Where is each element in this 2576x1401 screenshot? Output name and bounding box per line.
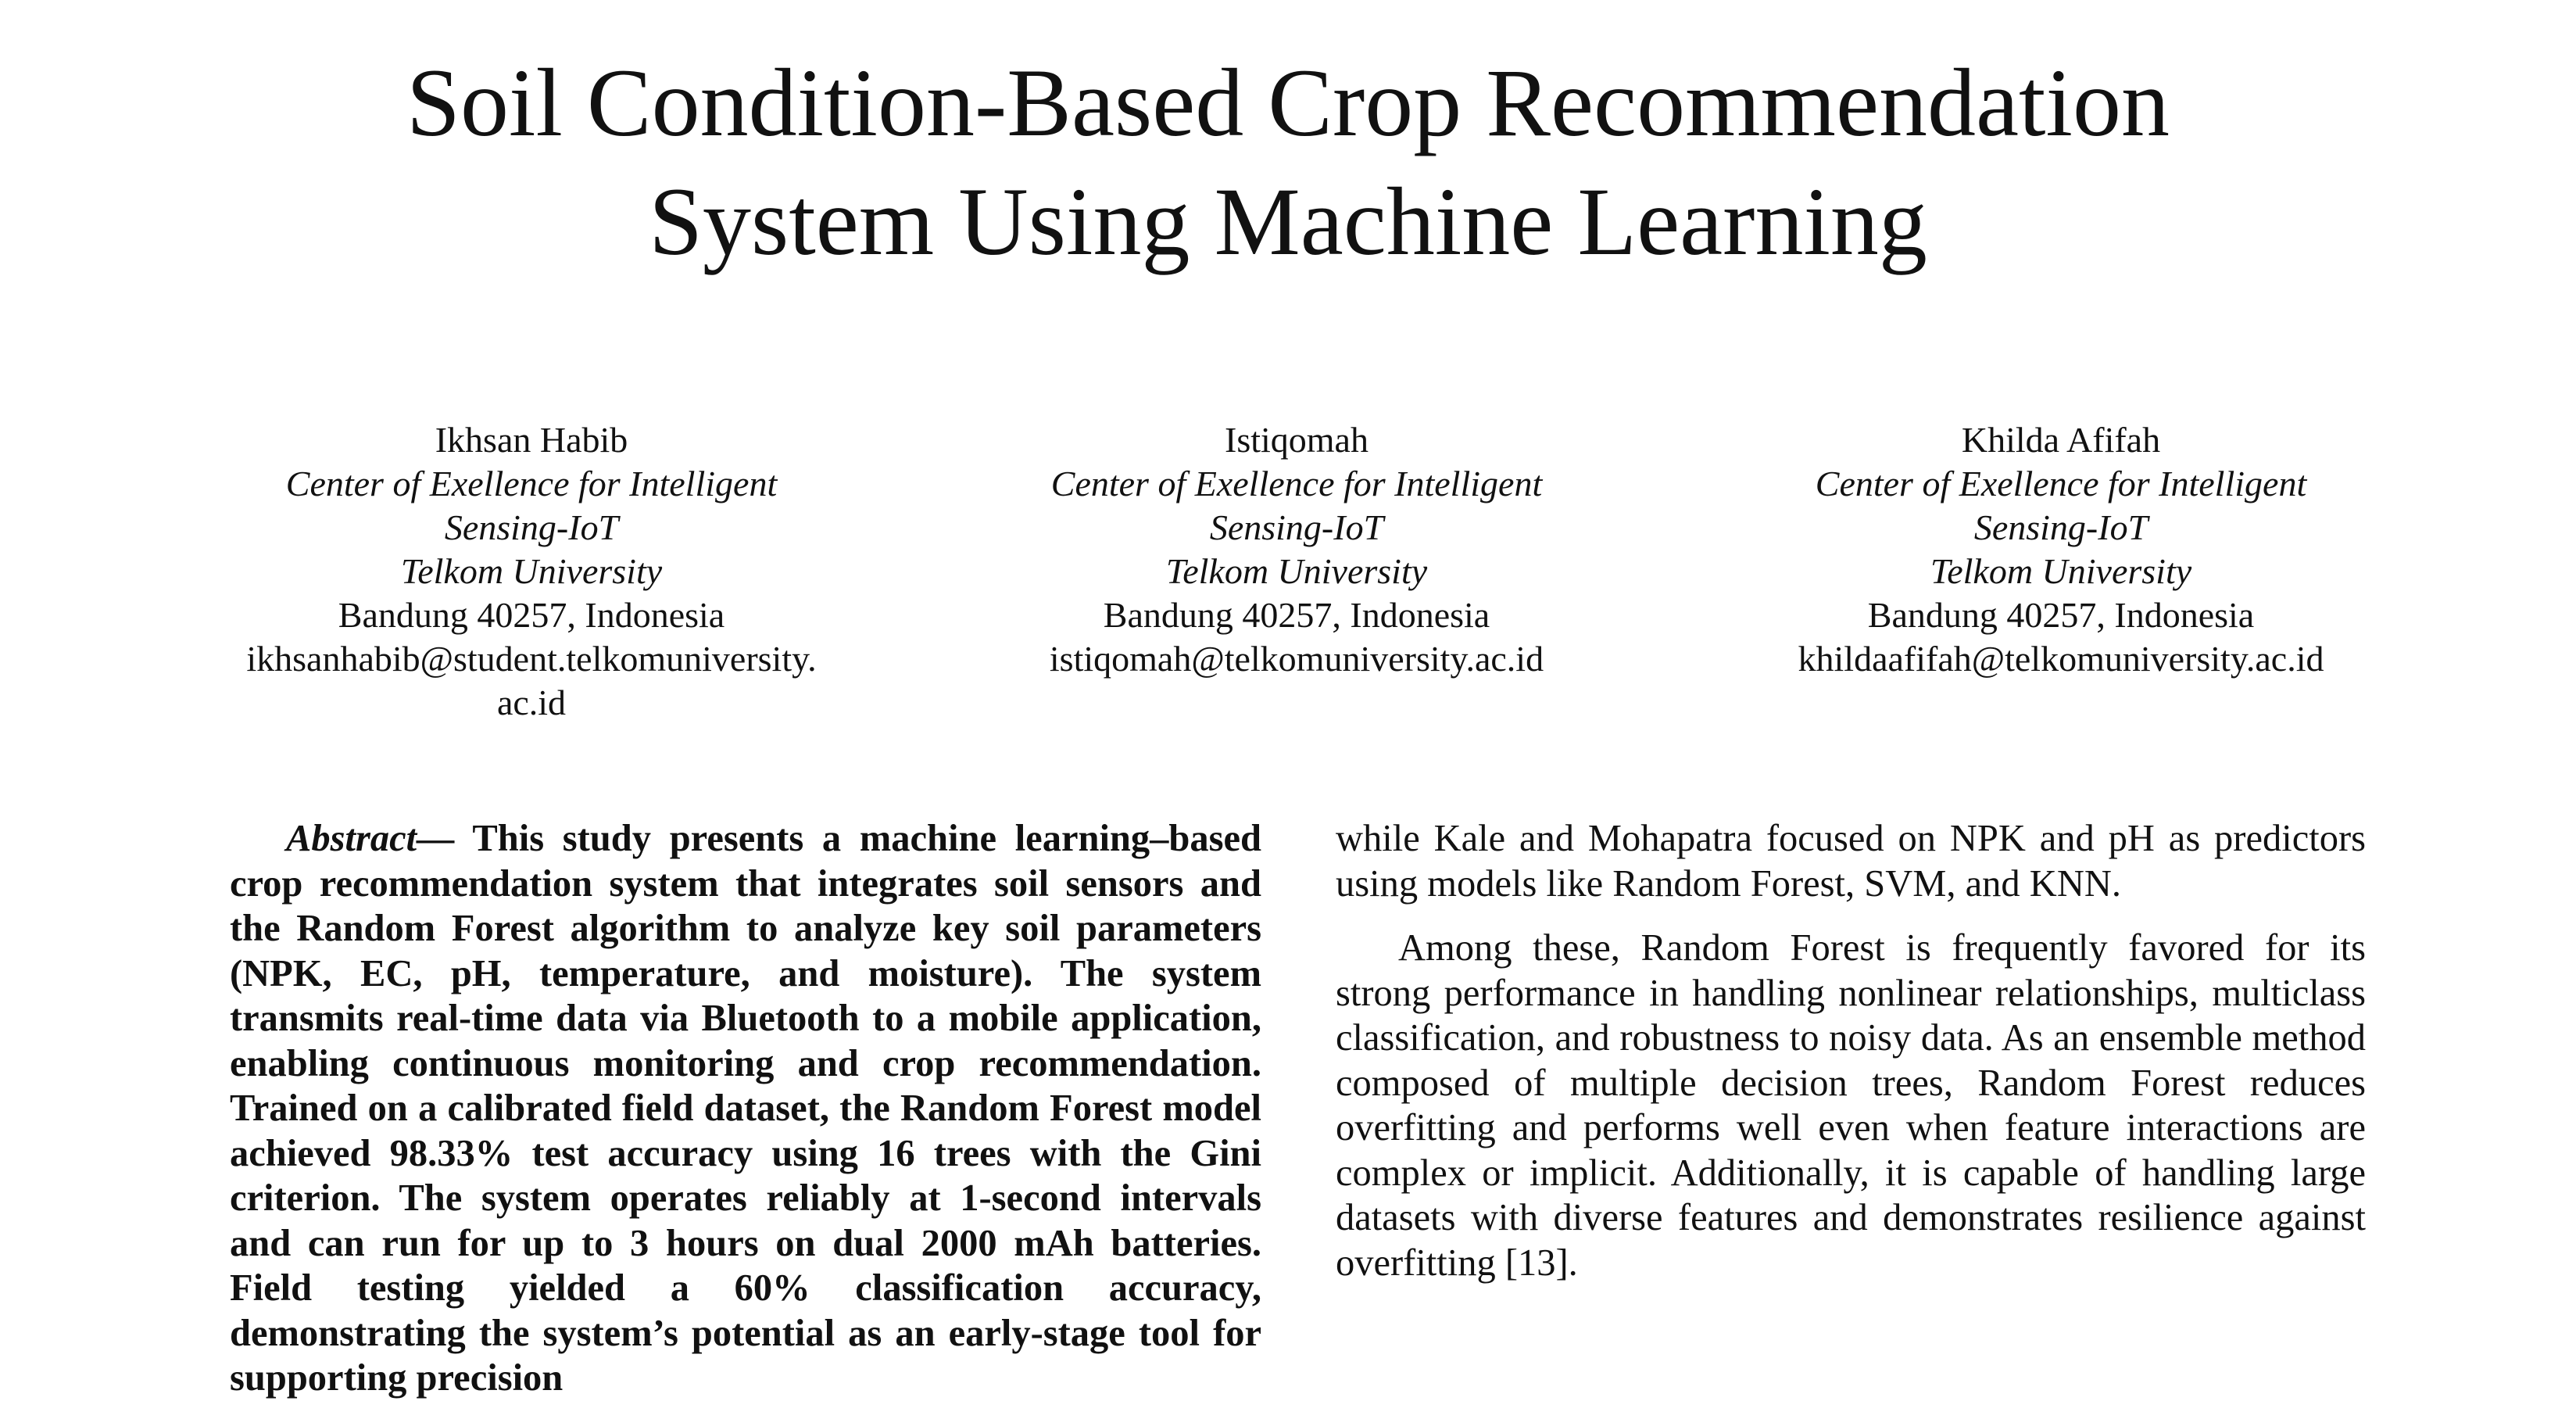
author-affiliation: Center of Exellence for Intelligent: [1050, 464, 1543, 503]
author-affiliation: Sensing-IoT: [1973, 507, 2148, 547]
title-line-2: System Using Machine Learning: [649, 168, 1927, 275]
author-block-1: [180, 418, 883, 725]
author-university: Telkom University: [1165, 551, 1428, 591]
author-name: Istiqomah: [1225, 420, 1368, 460]
author-block-2: [945, 418, 1648, 681]
author-name: Ikhsan Habib: [435, 420, 628, 460]
author-block-3: [1709, 418, 2413, 681]
body-paragraph-2: Among these, Random Forest is frequently favored for its strong performance in handling nonlinear relationships, multiclass classification, and robustness to noisy data. As an ensemble method composed of multiple decision trees, Random Forest reduces overfitting and performs well even when feature interactions are complex or implicit. Additionally, it is capable of handling large datasets with diverse features and demonstrates resilience against overfitting [13].: [1336, 927, 2366, 1284]
author-email[interactable]: istiqomah@telkomuniversity.ac.id: [1049, 639, 1544, 679]
author-affiliation: Sensing-IoT: [1209, 507, 1384, 547]
author-email[interactable]: ikhsanhabib@student.telkomuniversity.: [246, 639, 817, 679]
author-affiliation: Center of Exellence for Intelligent: [285, 464, 778, 503]
author-location: Bandung 40257, Indonesia: [1103, 595, 1490, 635]
author-name: Khilda Afifah: [1961, 420, 2161, 460]
abstract-label: Abstract—: [286, 818, 455, 859]
author-location: Bandung 40257, Indonesia: [338, 595, 725, 635]
author-affiliation: Sensing-IoT: [444, 507, 619, 547]
abstract-text: This study presents a machine learning–based crop recommendation system that integrates soil sensors and the Random Forest algorithm to analyze key soil parameters (NPK, EC, pH, temperature, and moisture). The system transmits real-time data via Bluetooth to a mobile application, enabling continuous monitoring and crop recommendation. Trained on a calibrated field dataset, the Random Forest model achieved 98.33% test accuracy using 16 trees with the Gini criterion. The system operates reliably at 1-second intervals and can run for up to 3 hours on dual 2000 mAh batteries. Field testing yielded a 60% classification accuracy, demonstrating the system’s potential as an early-stage tool for supporting precision: [230, 818, 1261, 1399]
author-university: Telkom University: [1930, 551, 2192, 591]
author-university: Telkom University: [400, 551, 663, 591]
body-paragraph-1: while Kale and Mohapatra focused on NPK and pH as predictors using models like Random Forest, SVM, and KNN.: [1336, 818, 2366, 905]
body-column: [1336, 816, 2366, 1324]
author-email[interactable]: khildaafifah@telkomuniversity.ac.id: [1798, 639, 2324, 679]
paper-title: [0, 44, 2576, 281]
author-email-continued[interactable]: ac.id: [496, 683, 567, 722]
title-line-1: Soil Condition-Based Crop Recommendation: [406, 49, 2170, 156]
author-affiliation: Center of Exellence for Intelligent: [1815, 464, 2307, 503]
author-location: Bandung 40257, Indonesia: [1867, 595, 2255, 635]
abstract-paragraph: [230, 816, 1261, 1401]
abstract-column: [230, 816, 1261, 1399]
